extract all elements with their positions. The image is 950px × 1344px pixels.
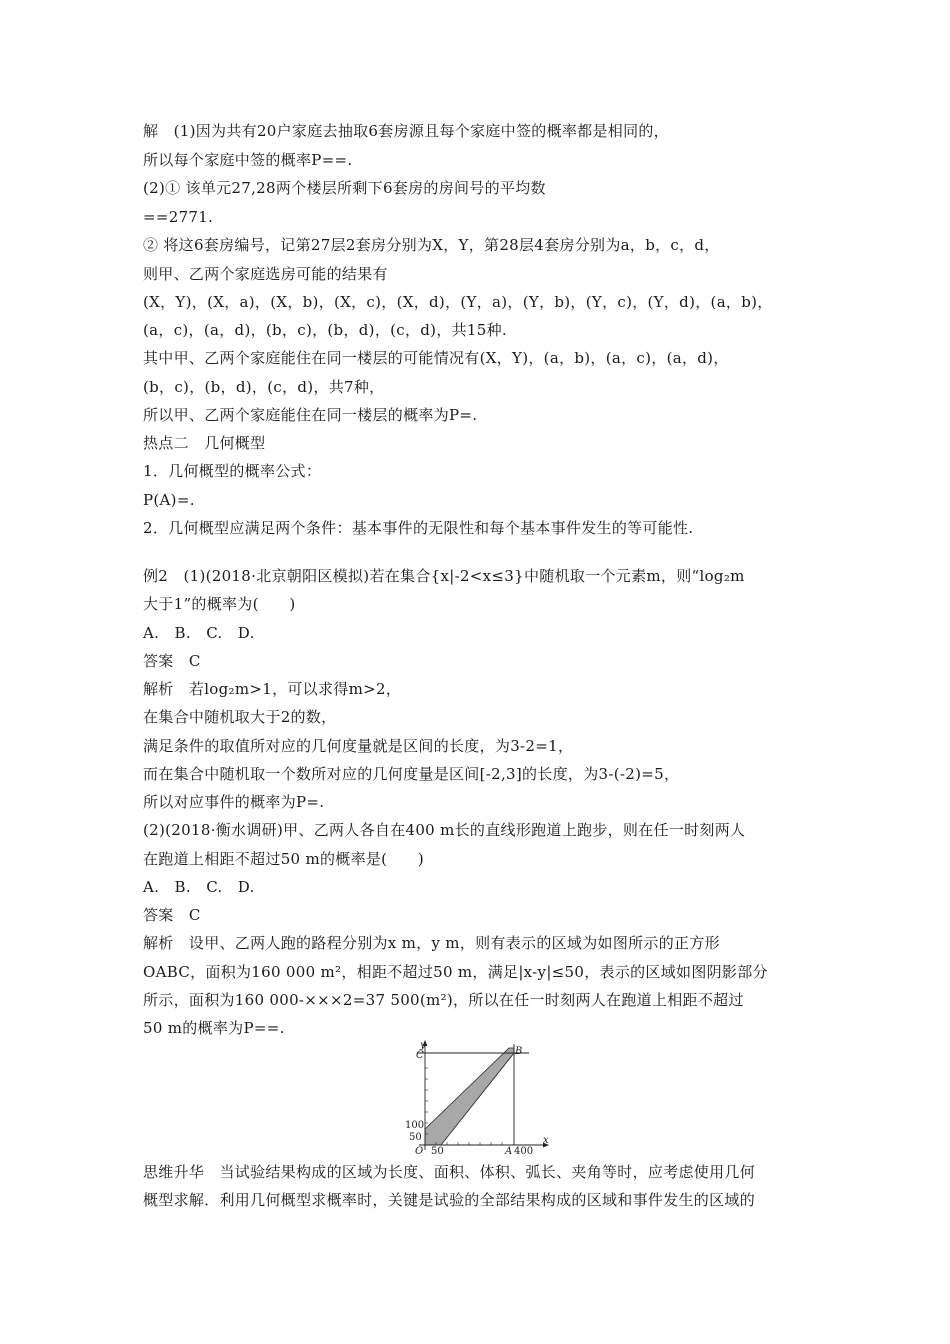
- text-line: (2)(2018·衡水调研)甲、乙两人各自在400 m长的直线形跑道上跑步，则在任一时刻两人: [143, 821, 746, 839]
- answer-label: 答案 C: [143, 652, 201, 670]
- text-line: 概型求解．利用几何概型求概率时，关键是试验的全部结果构成的区域和事件发生的区域的: [143, 1191, 756, 1209]
- text-line: 1．几何概型的概率公式：: [143, 462, 322, 480]
- text-line: ==2771.: [143, 208, 214, 226]
- text-line: 2．几何概型应满足两个条件：基本事件的无限性和每个基本事件发生的等可能性.: [143, 519, 694, 537]
- text-line: 满足条件的取值所对应的几何度量就是区间的长度，为3-2=1，: [143, 737, 574, 755]
- x-axis-label: x: [543, 1135, 549, 1146]
- shaded-band: [425, 1048, 514, 1145]
- text-line: 所示，面积为160 000-×××2=37 500(m²)，所以在任一时刻两人在跑道上相距不超过: [143, 991, 744, 1009]
- y-ticks: [425, 1068, 428, 1134]
- text-line: OABC，面积为160 000 m²，相距不超过50 m，满足|x-y|≤50，表示的区域如图阴影部分: [143, 963, 768, 981]
- point-b-label: B: [515, 1046, 523, 1057]
- text-line: 解 (1)因为共有20户家庭去抽取6套房源且每个家庭中签的概率都是相同的，: [143, 122, 669, 140]
- text-line: ② 将这6套房编号，记第27层2套房分别为X，Y，第28层4套房分别为a，b，c，d，: [143, 236, 720, 254]
- answer-label: 答案 C: [143, 906, 201, 924]
- text-line: (b，c)，(b，d)，(c，d)，共7种，: [143, 378, 385, 396]
- point-o-label: O: [415, 1146, 424, 1155]
- text-line: 解析 若log₂m>1，可以求得m>2，: [143, 680, 402, 698]
- text-line: 则甲、乙两个家庭选房可能的结果有: [143, 265, 388, 283]
- y-axis-label: y: [420, 1040, 426, 1051]
- text-line: P(A)=.: [143, 491, 195, 509]
- text-line: 例2 (1)(2018·北京朝阳区模拟)若在集合{x|-2<x≤3}中随机取一个元素m，则“log₂m: [143, 567, 745, 585]
- choices: A. B. C. D.: [143, 878, 255, 896]
- tick-label-50-x: 50: [431, 1146, 444, 1155]
- text-line: 而在集合中随机取一个数所对应的几何度量是区间[-2,3]的长度，为3-(-2)=5，: [143, 765, 680, 783]
- text-line: 50 m的概率为P==.: [143, 1019, 285, 1037]
- text-line: 在跑道上相距不超过50 m的概率是( ): [143, 850, 425, 868]
- text-line: 其中甲、乙两个家庭能住在同一楼层的可能情况有(X，Y)，(a，b)，(a，c)，(a，d)，: [143, 349, 729, 367]
- text-line: 解析 设甲、乙两人跑的路程分别为x m，y m，则有表示的区域为如图所示的正方形: [143, 934, 720, 952]
- text-line: (X，Y)，(X，a)，(X，b)，(X，c)，(X，d)，(Y，a)，(Y，b)，(Y，c)，(Y，d)，(a，b)，: [143, 293, 773, 311]
- choices: A. B. C. D.: [143, 624, 255, 642]
- text-line: 大于1”的概率为( ): [143, 595, 296, 613]
- tick-label-400: 400: [514, 1146, 534, 1155]
- region-figure: [395, 1040, 555, 1155]
- text-line: 思维升华 当试验结果构成的区域为长度、面积、体积、弧长、夹角等时，应考虑使用几何: [143, 1163, 756, 1181]
- point-c-label: C: [416, 1050, 424, 1061]
- text-line: 所以每个家庭中签的概率P==.: [143, 151, 353, 169]
- tick-label-100: 100: [405, 1120, 425, 1131]
- tick-label-50-y: 50: [409, 1132, 422, 1143]
- text-line: (2)① 该单元27,28两个楼层所剩下6套房的房间号的平均数: [143, 179, 546, 197]
- text-line: (a，c)，(a，d)，(b，c)，(b，d)，(c，d)，共15种.: [143, 321, 507, 339]
- section-heading: 热点二 几何概型: [143, 434, 266, 452]
- text-line: 在集合中随机取大于2的数，: [143, 708, 337, 726]
- point-a-label: A: [505, 1146, 513, 1155]
- text-line: 所以甲、乙两个家庭能住在同一楼层的概率为P=.: [143, 406, 478, 424]
- text-line: 所以对应事件的概率为P=.: [143, 793, 325, 811]
